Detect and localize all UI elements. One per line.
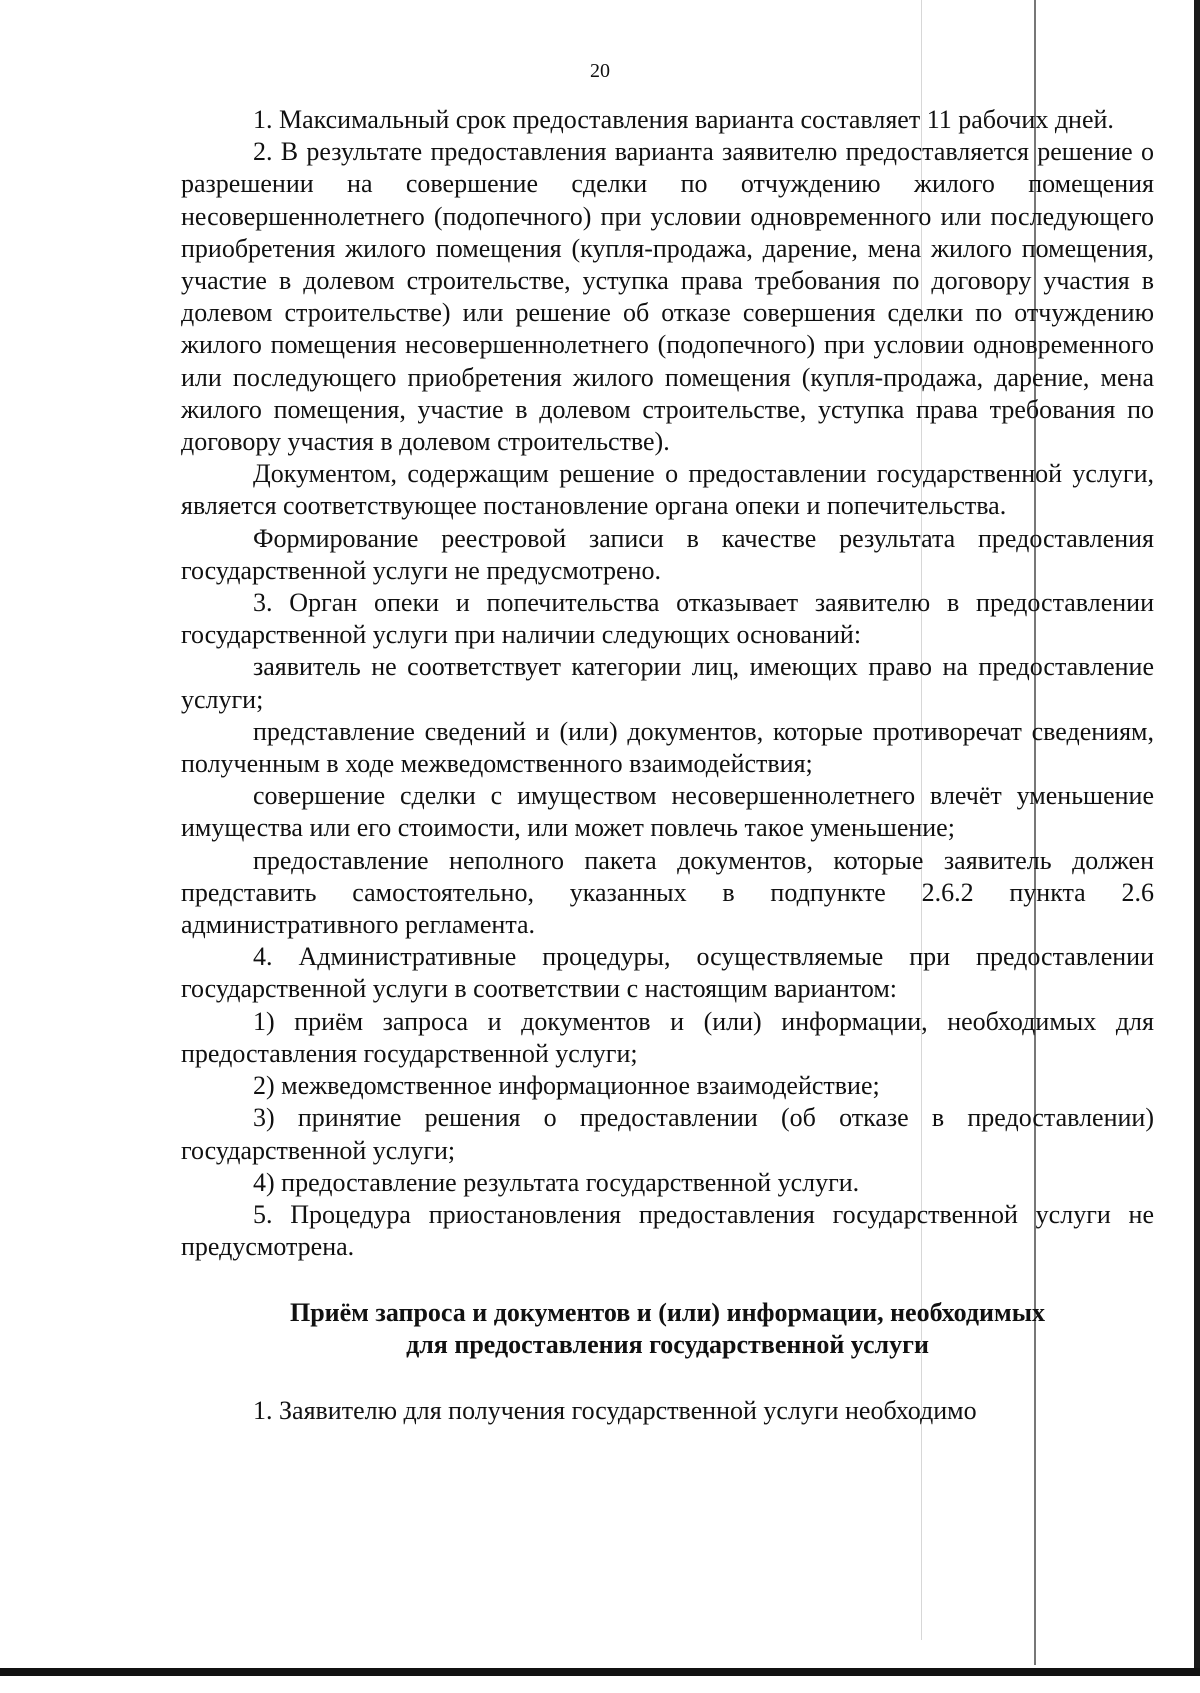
paragraph-decision-document: Документом, содержащим решение о предоставлении государственной услуги, является соответствующее постановление органа опеки и попечительства.: [181, 459, 1154, 521]
paragraph-registry-record: Формирование реестровой записи в качестве результата предоставления государственной услуги не предусмотрено.: [181, 523, 1154, 585]
paragraph-max-term: 1. Максимальный срок предоставления варианта составляет 11 рабочих дней.: [253, 105, 1114, 134]
section-heading-line-1: Приём запроса и документов и (или) информации, необходимых: [289, 1298, 1046, 1328]
section-heading-line-2: для предоставления государственной услуги: [406, 1330, 929, 1360]
paragraph-procedure-2: 2) межведомственное информационное взаимодействие;: [253, 1071, 880, 1101]
paragraph-ground-contradiction: представление сведений и (или) документов, которые противоречат сведениям, полученным в ходе межведомственного взаимодействия;: [181, 716, 1154, 779]
document-body: [181, 104, 1154, 1428]
section-heading: [181, 1297, 1154, 1361]
paragraph-suspension: 5. Процедура приостановления предоставления государственной услуги не предусмотрена.: [181, 1199, 1154, 1262]
paragraph-ground-property-decrease: совершение сделки с имуществом несовершеннолетнего влечёт уменьшение имущества или его стоимости, или может повлечь такое уменьшение;: [181, 781, 1154, 843]
paragraph-procedure-1: 1) приём запроса и документов и (или) информации, необходимых для предоставления государственной услуги;: [181, 1006, 1154, 1068]
paragraph-procedure-4: 4) предоставление результата государственной услуги.: [253, 1167, 860, 1197]
paragraph-ground-category: заявитель не соответствует категории лиц, имеющих право на предоставление услуги;: [181, 652, 1154, 714]
paragraph-refusal-grounds: 3. Орган опеки и попечительства отказывает заявителю в предоставлении государственной услуги при наличии следующих оснований:: [181, 588, 1154, 650]
paragraph-result: 2. В результате предоставления варианта заявителю предоставляется решение о разрешении на совершение сделки по отчуждению жилого помещения несовершеннолетнего (подопечного) при условии одновременного или последующего приобретения жилого помещения (купля-продажа, дарение, мена жилого помещения, участие в долевом строительстве, уступка права требования по договору участия в долевом строительстве) или решение об отказе совершения сделки по отчуждению жилого помещения несовершеннолетнего (подопечного) при условии одновременного или последующего приобретения жилого помещения (купля-продажа, дарение, мена жилого помещения, участие в долевом строительстве, уступка права требования по договору участия в долевом строительстве).: [181, 137, 1154, 457]
paragraph-procedure-3: 3) принятие решения о предоставлении (об отказе в предоставлении) государственной услуги;: [181, 1103, 1154, 1165]
page-number: 20: [590, 60, 610, 82]
scan-edge-bottom: [0, 1668, 1200, 1676]
paragraph-ground-incomplete-docs: предоставление неполного пакета документов, которые заявитель должен представить самостоятельно, указанных в подпункте 2.6.2 пункта 2.6 административного регламента.: [181, 845, 1154, 940]
paragraph-procedures: 4. Административные процедуры, осуществляемые при предоставлении государственной услуги в соответствии с настоящим вариантом:: [181, 942, 1154, 1004]
paragraph-applicant-requirement: 1. Заявителю для получения государственной услуги необходимо: [253, 1396, 977, 1426]
scan-edge-right: [1194, 0, 1200, 1676]
